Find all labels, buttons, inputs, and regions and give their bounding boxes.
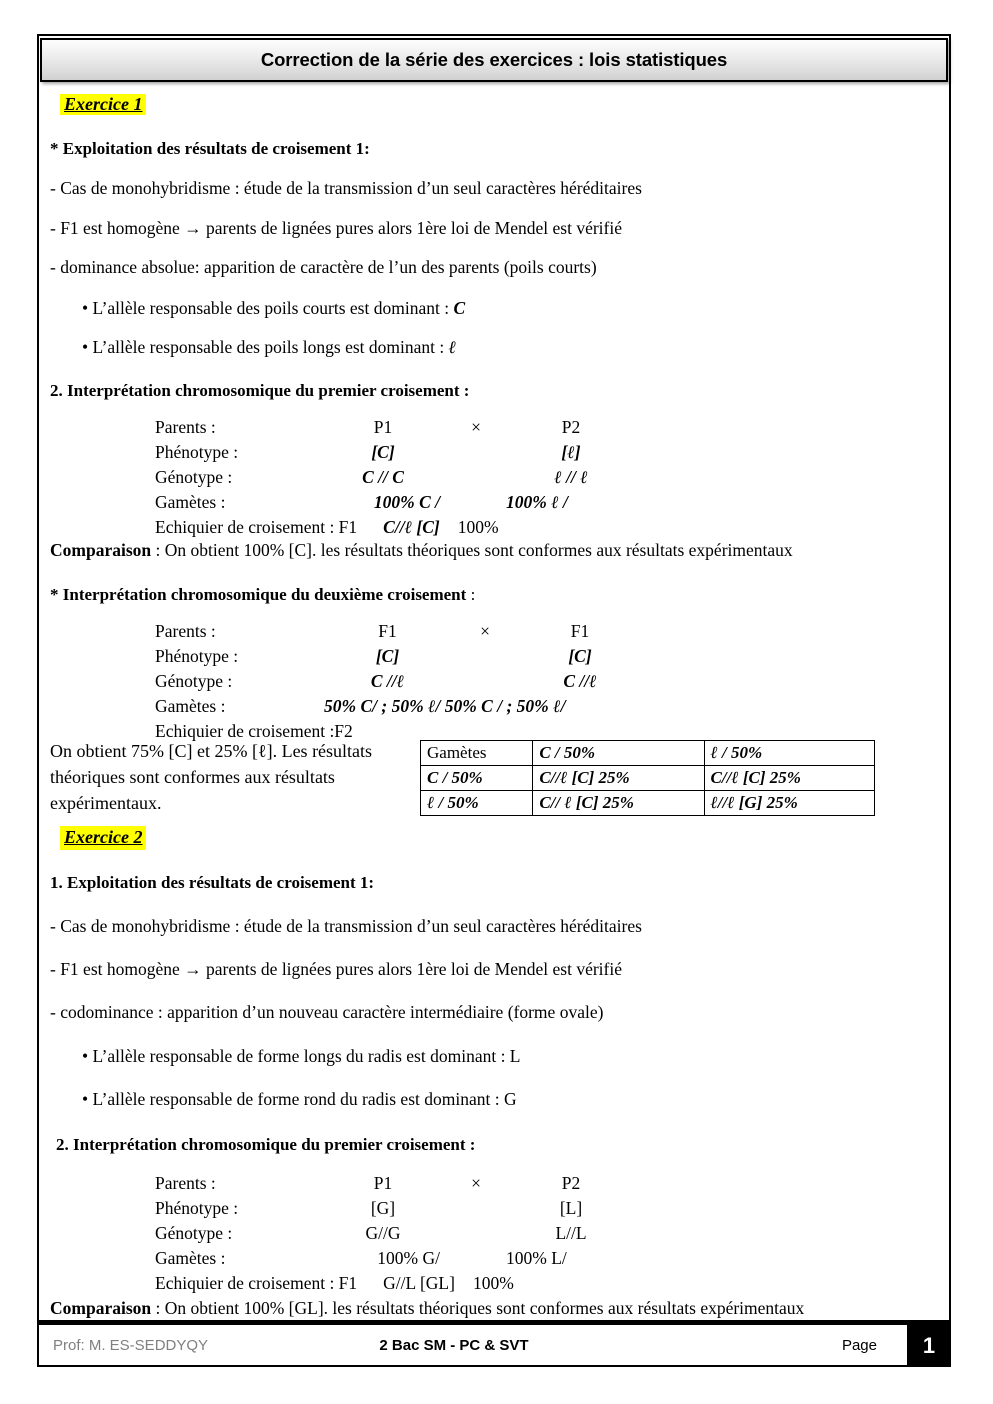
cross-row-spacer (446, 1221, 506, 1246)
cross-row-parent2: L//L (555, 1223, 587, 1243)
cross-echiquier-cell (155, 1271, 636, 1296)
cross-row (155, 1221, 636, 1246)
cross-row-parent2: P2 (561, 416, 581, 437)
exercise-2-heading (50, 873, 940, 893)
exercise-1-bullet-2 (50, 339, 940, 357)
exercise-1-point-2: - F1 est homogène → parents de lignées pures alors 1ère loi de Mendel est vérifié (50, 217, 622, 238)
cross-row-label: Gamètes : (155, 1248, 226, 1268)
exercise-2-bullet-2: • L’allèle responsable de forme rond du radis est dominant : G (82, 1089, 517, 1109)
cross-row-label: Gamètes : (155, 491, 226, 512)
cross-row-parent2: [C] (568, 646, 592, 666)
comparaison-text: : On obtient 100% [GL]. les résultats théoriques sont conformes aux résultats expérimentaux (151, 1298, 805, 1318)
cross-row (155, 440, 636, 465)
cross-echiquier-label: Echiquier de croisement : F1 (155, 516, 358, 537)
cross-row-parent2: C //ℓ (563, 671, 597, 691)
exercise-2-cross-1-heading-text: Interprétation chromosomique du premier croisement : (68, 1135, 476, 1154)
cross-row-parent1: 100% G/ (377, 1248, 440, 1268)
cross-echiquier-cell (155, 515, 636, 540)
cross-echiquier-genotype: C//ℓ [C] (383, 516, 440, 537)
punnett-corner-cell: Gamètes (421, 741, 533, 766)
exercise-1-cross-1-heading-text: Interprétation chromosomique du premier croisement : (62, 380, 470, 400)
exercise-1-bullet-2-text: • L’allèle responsable des poils longs est dominant : (82, 337, 449, 357)
cross-row-parent2: [ℓ] (561, 441, 581, 462)
cross-row (155, 415, 636, 440)
punnett-cell-1-2: C//ℓ [C] 25% (704, 766, 874, 791)
exercise-1-comparaison-1 (50, 539, 940, 560)
cross-row (155, 619, 645, 644)
cross-row-spacer (446, 465, 506, 490)
document-body (50, 88, 940, 744)
punnett-row-header-2: ℓ / 50% (421, 791, 533, 816)
exercise-1-cross-1-table (155, 415, 636, 540)
exercise-1-bullet-1-text: • L’allèle responsable des poils courts est dominant : (82, 297, 454, 318)
footer-page-label: Page (841, 1336, 877, 1354)
footer-professor: Prof: M. ES-SEDDYQY (53, 1336, 209, 1354)
punnett-col-header-1: C / 50% (533, 741, 704, 766)
exercise-1-heading: * Exploitation des résultats de croisement 1: (50, 139, 370, 158)
cross-row (155, 669, 645, 694)
cross-row-label: Phénotype : (155, 1198, 239, 1218)
exercise-2-bullet-1: • L’allèle responsable de forme longs du radis est dominant : L (82, 1046, 521, 1066)
footer-page-number: 1 (907, 1325, 951, 1367)
exercise-2-comparaison-1 (50, 1298, 940, 1319)
exercise-1-cross-2-heading (50, 586, 940, 603)
allele-symbol-l: ℓ (448, 337, 457, 357)
comparaison-text: : On obtient 100% [C]. les résultats théoriques sont conformes aux résultats expérimentaux (151, 539, 793, 560)
exercise-1-cross-2-table (155, 619, 645, 744)
exercise-1-point-1: - Cas de monohybridisme : étude de la transmission d’un seul caractères héréditaires (50, 178, 642, 198)
exercise-1-cross-1-heading (50, 382, 940, 399)
cross-row-spacer (446, 490, 506, 515)
punnett-cell-2-2: ℓ//ℓ [G] 25% (704, 791, 874, 816)
cross-row-parent1: F1 (378, 621, 397, 641)
exercise-1-point-3: - dominance absolue: apparition de caractère de l’un des parents (poils courts) (50, 257, 597, 277)
cross-row-parent2: ℓ // ℓ (554, 466, 588, 487)
cross-echiquier-percent: 100% (472, 1273, 514, 1293)
cross-row-label: Phénotype : (155, 646, 239, 666)
cross-row-spacer (455, 644, 515, 669)
punnett-cell-1-1: C//ℓ [C] 25% (533, 766, 704, 791)
cross-row (155, 490, 636, 515)
cross-row-parent1: P1 (373, 416, 393, 437)
cross-row-parent1: C // C (362, 466, 404, 487)
cross-row-gametes (155, 694, 645, 719)
cross-row-label: Parents : (155, 621, 216, 641)
cross-row-parent1: 100% C / (373, 491, 440, 512)
cross-row-parent2: F1 (570, 621, 590, 641)
exercise-1-bullet-1 (50, 297, 940, 318)
cross-row-parent2: [L] (559, 1198, 583, 1218)
cross-row (155, 1171, 636, 1196)
cross-echiquier-label: Echiquier de croisement :F2 (155, 721, 353, 741)
cross-row-spacer (446, 440, 506, 465)
comparaison-label: Comparaison (50, 539, 152, 560)
exercise-2-badge-wrapper (60, 826, 940, 854)
punnett-header-row (421, 741, 875, 766)
exercise-1-cross-2-note: On obtient 75% [C] et 25% [ℓ]. Les résultats théoriques sont conformes aux résultats expérimentaux. (50, 741, 373, 813)
cross-row-parent2: 100% ℓ / (506, 491, 568, 512)
cross-multiply-icon: × (471, 416, 481, 437)
cross-row-parent1: [G] (370, 1198, 396, 1218)
cross-multiply-icon: × (471, 1173, 481, 1193)
cross-row-echiquier (155, 1271, 636, 1296)
footer-class-label: 2 Bac SM - PC & SVT (379, 1336, 529, 1354)
exercise-1-cross-1-heading-num: 2. (50, 380, 63, 400)
allele-symbol-C: C (453, 297, 466, 318)
cross-echiquier-genotype: G//L [GL] (383, 1273, 455, 1293)
cross-row-label: Génotype : (155, 1223, 233, 1243)
page-footer (37, 1325, 951, 1367)
exercise-2-point-3: - codominance : apparition d’un nouveau caractère intermédiaire (forme ovale) (50, 1002, 604, 1022)
cross-row-spacer (446, 1246, 506, 1271)
cross-row-echiquier (155, 515, 636, 540)
exercise-2-heading-num: 1. (50, 873, 63, 892)
punnett-body-row (421, 766, 875, 791)
cross-row-parent1: P1 (373, 1173, 393, 1193)
cross-row (155, 1196, 636, 1221)
exercise-2-cross-1-heading-num: 2. (56, 1135, 69, 1154)
cross-row (155, 465, 636, 490)
comparaison-label: Comparaison (50, 1298, 152, 1318)
cross-row-parent2: P2 (561, 1173, 581, 1193)
cross-multiply-icon: × (480, 621, 490, 641)
punnett-square-table (420, 740, 875, 816)
exercise-1-badge: Exercice 1 (60, 94, 146, 115)
page-title: Correction de la série des exercices : lois statistiques (260, 49, 728, 70)
cross-echiquier-percent: 100% (457, 516, 499, 537)
cross-row-spacer (446, 1196, 506, 1221)
cross-row-label: Génotype : (155, 466, 233, 487)
cross-row-parent1: [C] (371, 441, 395, 462)
punnett-body-row (421, 791, 875, 816)
cross-row-parent1: G//G (365, 1223, 401, 1243)
exercise-2-point-1: - Cas de monohybridisme : étude de la transmission d’un seul caractères héréditaires (50, 916, 642, 936)
exercise-2-heading-text: Exploitation des résultats de croisement 1: (62, 873, 375, 892)
cross-row-label: Génotype : (155, 671, 233, 691)
cross-row-parent2: 100% L/ (506, 1248, 567, 1268)
cross-row-parent1: C //ℓ (370, 671, 405, 691)
punnett-col-header-2: ℓ / 50% (704, 741, 874, 766)
cross-row (155, 1246, 636, 1271)
cross-row (155, 644, 645, 669)
exercise-2-cross-1-table (155, 1171, 636, 1296)
exercise-2-badge: Exercice 2 (60, 826, 146, 850)
exercise-2-section (50, 826, 940, 1319)
punnett-cell-2-1: C// ℓ [C] 25% (533, 791, 704, 816)
exercise-2-point-2: - F1 est homogène → parents de lignées pures alors 1ère loi de Mendel est vérifié (50, 959, 622, 979)
cross-row-label: Parents : (155, 416, 216, 437)
cross-echiquier-label: Echiquier de croisement : F1 (155, 1273, 358, 1293)
cross-row-parent1: [C] (375, 646, 400, 666)
exercise-1-cross-2-heading-text: * Interprétation chromosomique du deuxième croisement (50, 585, 467, 604)
punnett-row-header-1: C / 50% (421, 766, 533, 791)
cross-row-label: Phénotype : (155, 441, 239, 462)
cross-row-label: Parents : (155, 1173, 216, 1193)
cross-row-spacer (455, 669, 515, 694)
exercise-1-badge-wrapper (60, 94, 940, 120)
cross-gametes-value: 50% C/ ; 50% ℓ/ 50% C / ; 50% ℓ/ (324, 696, 566, 716)
exercise-1-cross-2-heading-tail: : (466, 585, 476, 604)
document-title-bar (40, 38, 948, 82)
cross-gametes-label: Gamètes : (155, 696, 226, 716)
exercise-2-cross-1-heading (50, 1135, 940, 1155)
